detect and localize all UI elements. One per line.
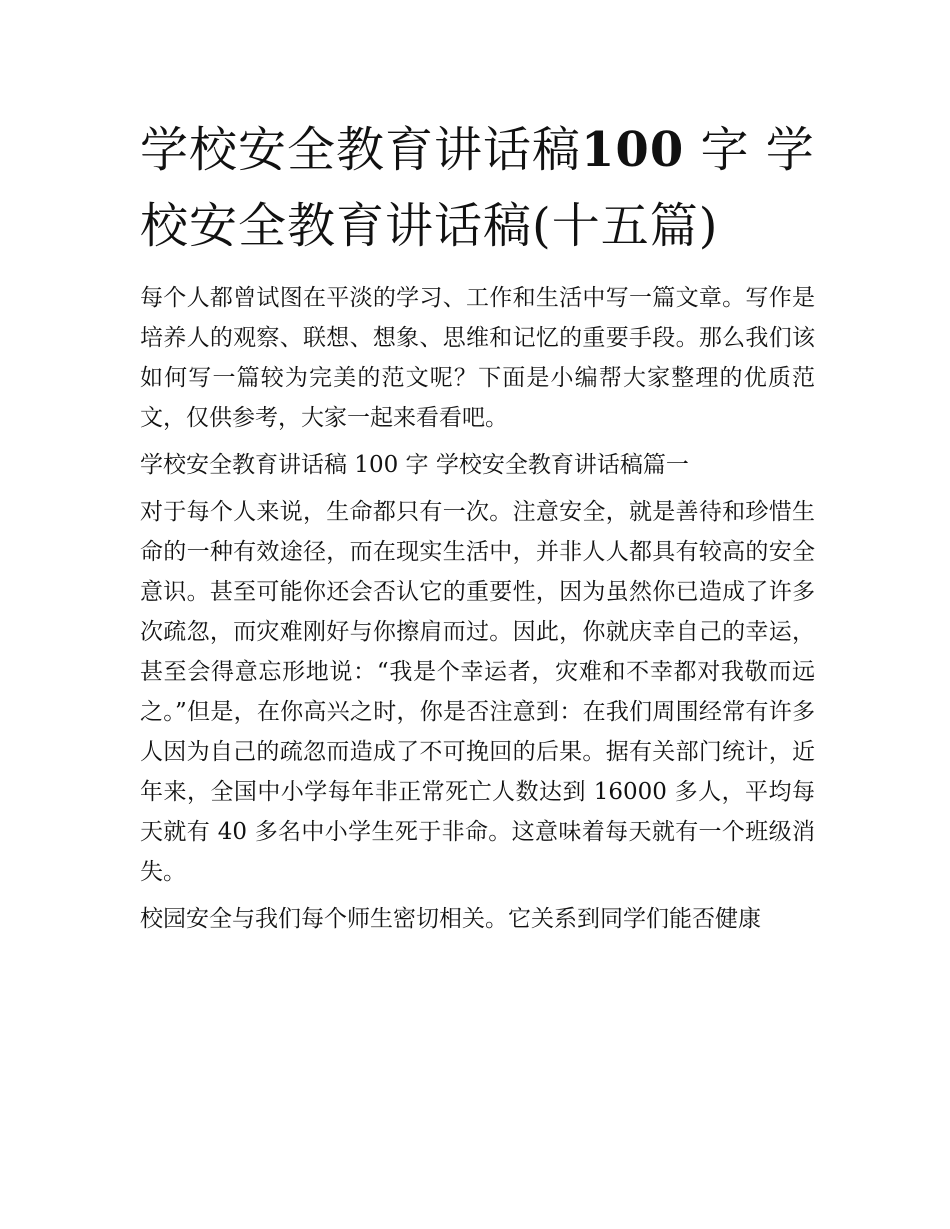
section-heading: 学校安全教育讲话稿 100 字 学校安全教育讲话稿篇一 [140, 452, 689, 478]
body-paragraph-1: 对于每个人来说，生命都只有一次。注意安全，就是善待和珍惜生命的一种有效途径，而在现实生活中，并非人人都具有较高的安全意识。甚至可能你还会否认它的重要性，因为虽然你已造成了许多次疏忽，而灾难刚好与你擦肩而过。因此，你就庆幸自己的幸运，甚至会得意忘形地说：“我是个幸运者，灾难和不幸都对我敬而远之。”但是，在你高兴之时，你是否注意到：在我们周围经常有许多人因为自己的疏忽而造成了不可挽回的后果。据有关部门统计，近年来，全国中小学每年非正常死亡人数达到 16000 多人，平均每天就有 40 多名中小学生死于非命。这意味着每天就有一个班级消失。 [140, 499, 815, 885]
document-body [140, 278, 815, 939]
document-page [140, 112, 815, 939]
body-paragraph-2: 校园安全与我们每个师生密切相关。它关系到同学们能否健康 [140, 906, 761, 932]
title-part-2: 字 学校安全教育讲话稿(十五篇) [140, 122, 815, 254]
title-part-1: 学校安全教育讲话稿 [140, 122, 582, 178]
intro-paragraph: 每个人都曾试图在平淡的学习、工作和生活中写一篇文章。写作是培养人的观察、联想、想象、思维和记忆的重要手段。那么我们该如何写一篇较为完美的范文呢？下面是小编帮大家整理的优质范文，仅供参考，大家一起来看看吧。 [140, 285, 815, 431]
title-number: 100 [581, 122, 685, 178]
document-title [140, 112, 815, 264]
